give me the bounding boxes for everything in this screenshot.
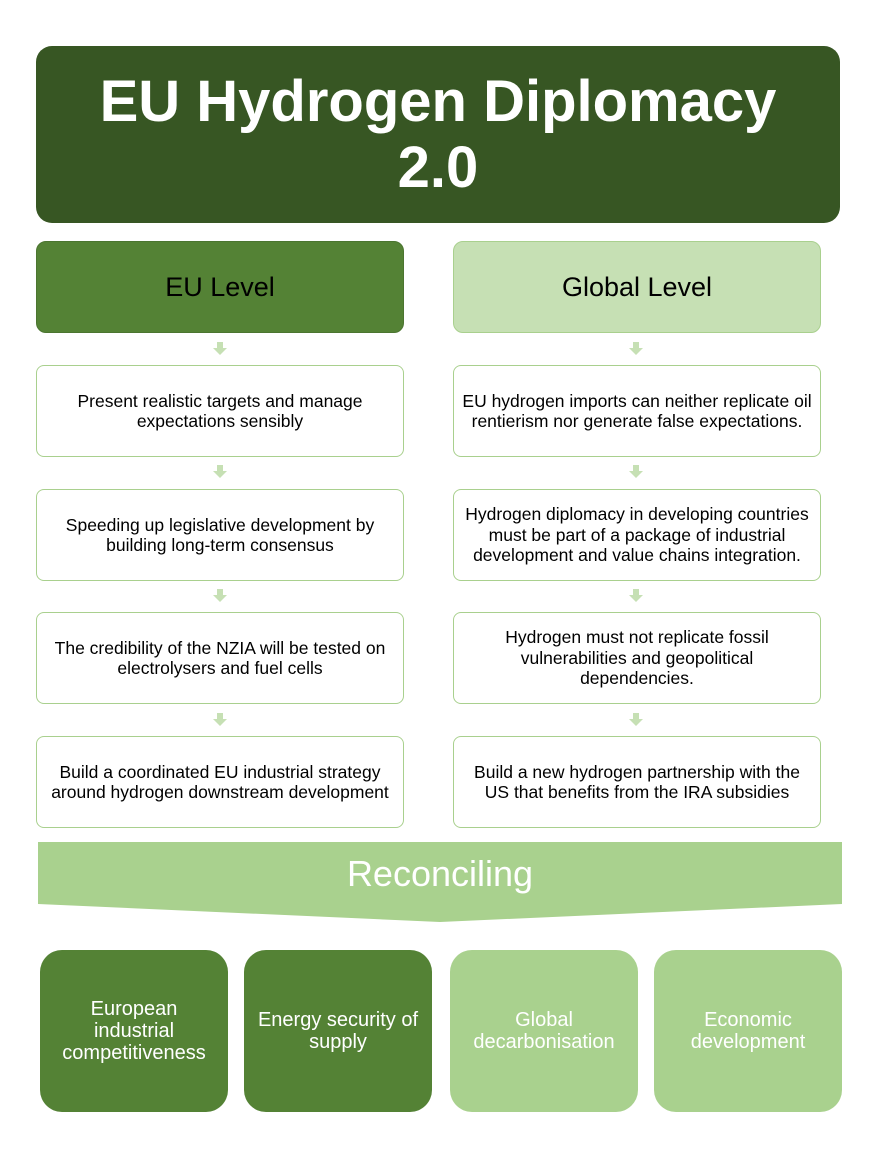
page-title	[36, 46, 840, 223]
goal-european-competitiveness: European industrial competitiveness	[40, 950, 228, 1112]
goal-energy-security: Energy security of supply	[244, 950, 432, 1112]
eu-item-2: Speeding up legislative development by building long-term consensus	[36, 489, 404, 581]
goal-global-decarbonisation: Global decarbonisation	[450, 950, 638, 1112]
global-item-3: Hydrogen must not replicate fossil vulnerabilities and geopolitical dependencies.	[453, 612, 821, 704]
title-line-1: EU Hydrogen Diplomacy	[99, 68, 777, 134]
eu-item-4: Build a coordinated EU industrial strategy around hydrogen downstream development	[36, 736, 404, 828]
reconciling-label: Reconciling	[346, 853, 534, 894]
global-item-2: Hydrogen diplomacy in developing countries must be part of a package of industrial development and value chains integration.	[453, 489, 821, 581]
global-level-header: Global Level	[453, 241, 821, 333]
eu-item-1: Present realistic targets and manage expectations sensibly	[36, 365, 404, 457]
goal-economic-development: Economic development	[654, 950, 842, 1112]
eu-item-3: The credibility of the NZIA will be tested on electrolysers and fuel cells	[36, 612, 404, 704]
title-line-2: 2.0	[397, 134, 479, 200]
global-item-4: Build a new hydrogen partnership with the US that benefits from the IRA subsidies	[453, 736, 821, 828]
global-item-1: EU hydrogen imports can neither replicate oil rentierism nor generate false expectations.	[453, 365, 821, 457]
eu-level-header: EU Level	[36, 241, 404, 333]
